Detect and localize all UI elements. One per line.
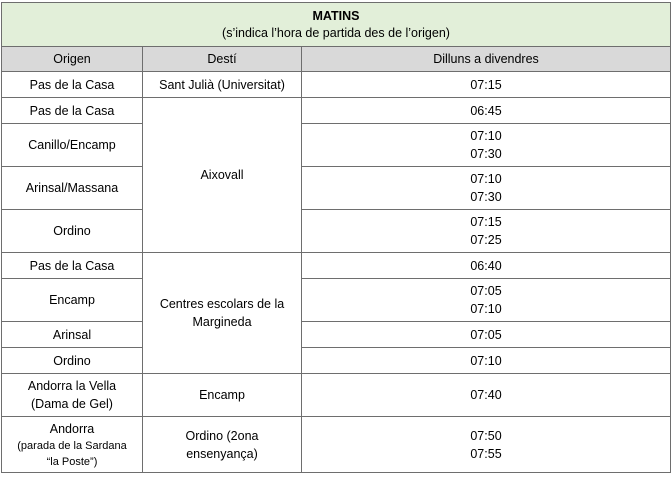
table-row <box>2 374 671 417</box>
time-cell: 06:40 <box>302 253 671 279</box>
origin-cell: Canillo/Encamp <box>2 124 143 167</box>
time-value: 07:15 <box>470 215 502 229</box>
table-row <box>2 167 671 210</box>
table-subtitle: (s’indica l’hora de partida des de l’origen) <box>222 25 450 40</box>
time-value: 07:10 <box>470 172 502 186</box>
destination-line: Centres escolars de la <box>159 297 285 311</box>
column-header-weekdays: Dilluns a divendres <box>302 47 671 72</box>
time-cell: 07:40 <box>302 374 671 417</box>
time-cell <box>302 417 671 473</box>
origin-cell: Arinsal/Massana <box>2 167 143 210</box>
destination-cell: Encamp <box>143 374 302 417</box>
destination-line: Margineda <box>192 315 252 329</box>
destination-cell <box>143 253 302 374</box>
table-row <box>2 253 671 279</box>
table-row <box>2 417 671 473</box>
title-cell <box>2 3 671 47</box>
origin-line: Andorra <box>49 421 95 436</box>
column-header-origin: Origen <box>2 47 143 72</box>
column-header-destination: Destí <box>143 47 302 72</box>
origin-cell: Ordino <box>2 348 143 374</box>
origin-cell: Arinsal <box>2 322 143 348</box>
destination-cell <box>143 417 302 473</box>
origin-cell <box>2 374 143 417</box>
table-row <box>2 322 671 348</box>
origin-line-small: (parada de la Sardana <box>17 439 127 452</box>
origin-cell: Pas de la Casa <box>2 253 143 279</box>
destination-cell: Aixovall <box>143 98 302 253</box>
table-title: MATINS <box>312 8 360 23</box>
time-cell <box>302 279 671 322</box>
time-value: 07:25 <box>470 233 502 247</box>
time-cell <box>302 167 671 210</box>
destination-cell: Sant Julià (Universitat) <box>143 72 302 98</box>
origin-cell: Pas de la Casa <box>2 72 143 98</box>
destination-line: Ordino (2ona <box>185 428 259 443</box>
table-row <box>2 279 671 322</box>
origin-cell: Ordino <box>2 210 143 253</box>
time-value: 07:50 <box>470 428 502 443</box>
destination-line: ensenyança) <box>186 446 258 461</box>
time-cell: 07:15 <box>302 72 671 98</box>
table-row <box>2 348 671 374</box>
time-value: 07:05 <box>470 284 502 298</box>
time-value: 07:10 <box>470 302 502 316</box>
origin-cell: Encamp <box>2 279 143 322</box>
table-row <box>2 210 671 253</box>
time-cell: 06:45 <box>302 98 671 124</box>
time-cell: 07:10 <box>302 348 671 374</box>
origin-line: (Dama de Gel) <box>31 397 113 411</box>
time-value: 07:30 <box>470 190 502 204</box>
time-cell: 07:05 <box>302 322 671 348</box>
time-value: 07:55 <box>470 446 502 461</box>
time-value: 07:30 <box>470 147 502 161</box>
time-value: 07:10 <box>470 129 502 143</box>
table-row <box>2 124 671 167</box>
time-cell <box>302 210 671 253</box>
timetable <box>1 2 671 473</box>
time-cell <box>302 124 671 167</box>
origin-cell: Pas de la Casa <box>2 98 143 124</box>
table-row <box>2 72 671 98</box>
table-row <box>2 98 671 124</box>
origin-line-small: “la Poste”) <box>46 455 98 468</box>
header-row <box>2 47 671 72</box>
origin-cell <box>2 417 143 473</box>
origin-line: Andorra la Vella <box>27 379 117 393</box>
